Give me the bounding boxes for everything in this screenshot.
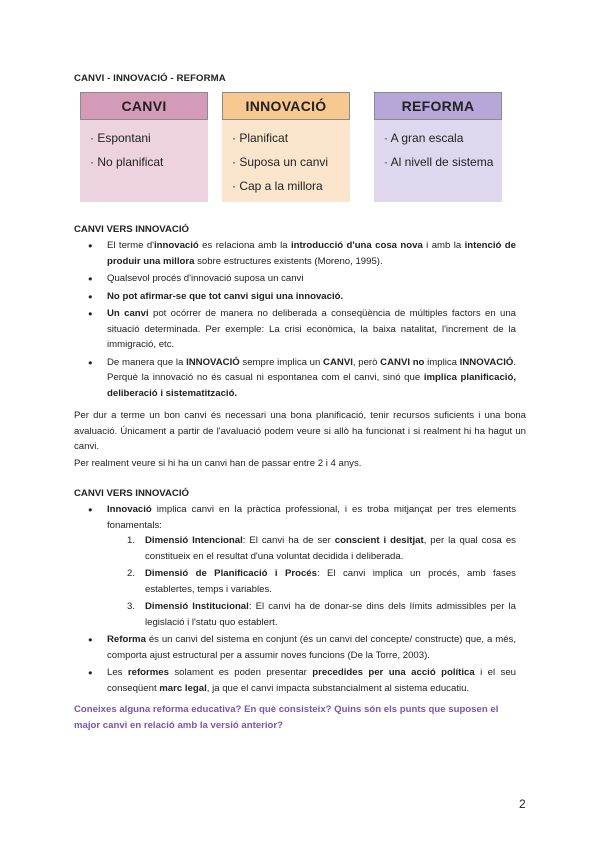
card-item: · No planificat — [90, 155, 164, 169]
page-number: 2 — [519, 797, 526, 811]
question-text: Coneixes alguna reforma educativa? En què consisteix? Quins són els punts que suposen el major canvi en relació amb la versió anterior? — [74, 704, 499, 731]
card-innovacio — [222, 92, 350, 202]
card-innovacio-body — [222, 120, 350, 202]
bullet-list — [88, 502, 516, 698]
list-item: ● Les reformes solament es poden presentar precedides per una acció política i el seu conseqüent marc legal, ja que el canvi impacta substancialment al sistema educatiu. — [88, 665, 516, 696]
card-canvi-body — [80, 120, 208, 202]
card-reforma — [374, 92, 502, 202]
paragraph: Per realment veure si hi ha un canvi han de passar entre 2 i 4 anys. — [74, 458, 362, 469]
bullet-list — [88, 238, 516, 403]
section-heading: CANVI VERS INNOVACIÓ — [74, 224, 189, 235]
card-reforma-body — [374, 120, 502, 202]
card-item: · Suposa un canvi — [232, 155, 329, 169]
card-innovacio-header: INNOVACIÓ — [222, 92, 350, 120]
card-item: · A gran escala — [384, 131, 464, 145]
list-item: ● Qualsevol procés d'innovació suposa un canvi — [88, 271, 516, 287]
list-item: ● De manera que la INNOVACIÓ sempre implica un CANVI, però CANVI no implica INNOVACIÓ. Perquè la innovació no és casual ni espontanea com el canvi, sinó que implica planificació, deliberació i sistematització. — [88, 355, 516, 402]
card-item: · Cap a la millora — [232, 179, 323, 193]
card-item: · Espontani — [90, 131, 151, 145]
list-item: 3. Dimensió Institucional: El canvi ha de donar-se dins dels límits admissibles per la legislació i l'statu quo establert. — [127, 601, 516, 628]
card-item: · Planificat — [232, 131, 289, 145]
section-heading: CANVI VERS INNOVACIÓ — [74, 488, 189, 499]
numbered-list — [107, 533, 516, 630]
card-reforma-header: REFORMA — [374, 92, 502, 120]
list-item: ● No pot afirmar-se que tot canvi sigui una innovació. — [88, 289, 516, 305]
card-canvi-header: CANVI — [80, 92, 208, 120]
list-item: ● Reforma és un canvi del sistema en conjunt (és un canvi del concepte/ constructe) que, a més, comporta ajust estructural per a assumir noves funcions (De la Torre, 2003). — [88, 632, 516, 663]
paragraph: Per dur a terme un bon canvi és necessari una bona planificació, tenir recursos suficients i una bona avaluació. Únicament a partir de l'avaluació podem veure si allò ha funcionat i si realment hi ha hagut un canvi. — [74, 410, 526, 452]
card-item: · Al nivell de sistema — [384, 155, 494, 169]
list-item: ● Innovació implica canvi en la pràctica professional, i es troba mitjançat per tres elements fonamentals: 1. Dimensió Intencional: El canvi ha de ser conscient i desitjat, per la qual cosa es constitueix en el resultat d'una voluntat decidida i deliberada. 2. Dimensió de Planificació i Procés: El canvi implica un procés, amb fases establertes, temps i variables. 3. Dimensió Institucional: El canvi ha de donar-se dins dels límits admissibles per la legislació i l'statu quo establert. — [88, 502, 516, 630]
card-canvi — [80, 92, 208, 202]
page-title: CANVI - INNOVACIÓ - REFORMA — [74, 73, 226, 84]
list-item: ● Un canvi pot ocórrer de manera no deliberada a conseqüència de múltiples factors en una situació determinada. Per exemple: La crisi econòmica, la baixa natalitat, l'increment de la immigració, etc. — [88, 306, 516, 353]
list-item: 1. Dimensió Intencional: El canvi ha de ser conscient i desitjat, per la qual cosa es constitueix en el resultat d'una voluntat decidida i deliberada. — [127, 535, 516, 562]
list-item: 2. Dimensió de Planificació i Procés: El canvi implica un procés, amb fases establertes, temps i variables. — [127, 568, 516, 595]
list-item: ● El terme d'innovació es relaciona amb la introducció d'una cosa nova i amb la intenció de produir una millora sobre estructures existents (Moreno, 1995). — [88, 238, 516, 269]
